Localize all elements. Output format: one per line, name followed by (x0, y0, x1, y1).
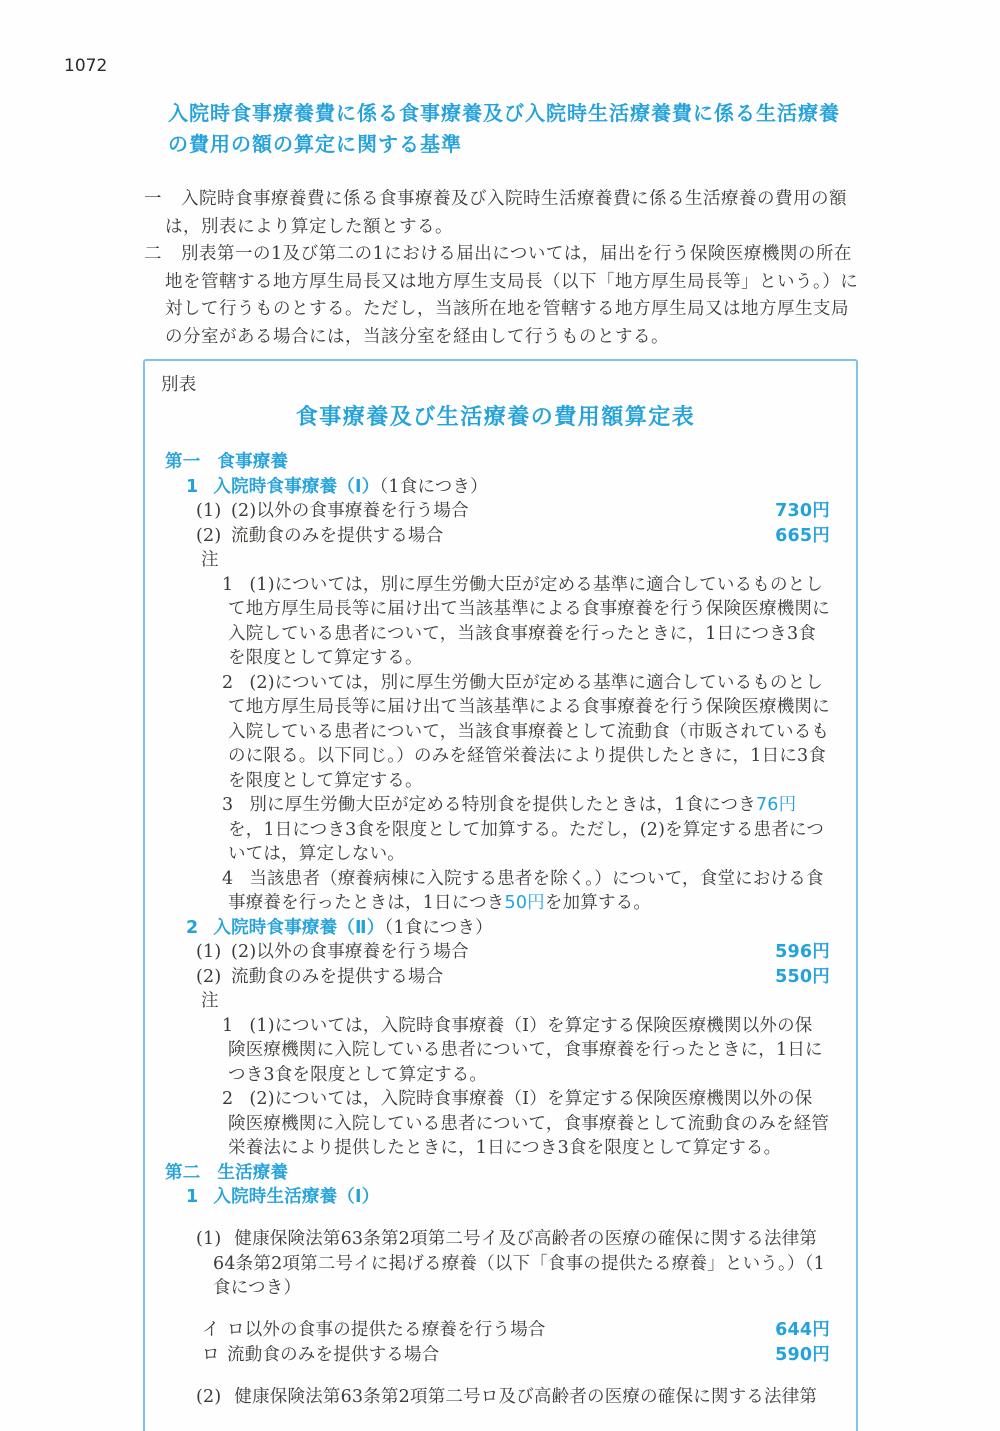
intro-paragraph-1 (144, 186, 860, 241)
fee-amount: 644円 (775, 1320, 830, 1340)
notes-list (222, 1014, 830, 1161)
note-item (222, 867, 830, 916)
fee-row (196, 940, 830, 965)
row-label: 流動食のみを提供する場合 (231, 525, 444, 546)
item2-heading (186, 916, 830, 941)
item-suffix: （1食につき） (384, 917, 493, 938)
notes-label: 注 (201, 991, 219, 1011)
paragraph-text: 入院時食事療養費に係る食事療養及び入院時生活療養費に係る生活療養の費用の額は，別表により算定した額とする。 (165, 189, 847, 237)
fee-amount: 590円 (775, 1344, 830, 1365)
fee-row (196, 965, 830, 990)
item1-heading (186, 475, 830, 500)
row-label: ロ以外の食事の提供たる療養を行う場合 (227, 1320, 546, 1340)
note-text: (2)については，入院時食事療養（Ⅰ）を算定する保険医療機関以外の保険医療機関に入院している患者について，食事療養として流動食のみを経管栄養法により提供したときに，1日につき3食を限度として算定する。 (228, 1089, 830, 1158)
note-item (222, 793, 830, 867)
note-item (222, 573, 830, 671)
fee-amount: 550円 (775, 966, 830, 987)
paragraph-text: 別表第一の1及び第二の1における届出については，届出を行う保険医療機関の所在地を管轄する地方厚生局長又は地方厚生支局長（以下「地方厚生局長等」という。）に対して行うものとする。ただし，当該所在地を管轄する地方厚生局又は地方厚生支局の分室がある場合には，当該分室を経由して行うものとする。 (165, 244, 859, 347)
row-marker: (1) (196, 501, 222, 521)
row-label: (2)以外の食事療養を行う場合 (231, 501, 469, 521)
item-number: 2 (186, 917, 199, 938)
fee-amount: 665円 (775, 525, 830, 546)
list-marker: 二 (144, 244, 162, 264)
item-suffix: （1食につき） (379, 476, 488, 497)
note-text: 別に厚生労働大臣が定める特別食を提供したときは，1食につき (249, 795, 756, 815)
row-marker: (2) (196, 966, 222, 987)
section1-heading (165, 450, 830, 475)
item-number: 1 (186, 1187, 199, 1207)
table-title: 食事療養及び生活療養の費用額算定表 (295, 404, 696, 430)
clause-text: 健康保険法第63条第2項第二号ロ及び高齢者の医療の確保に関する法律第 (234, 1386, 818, 1407)
fee-row (202, 1318, 830, 1343)
note-item (222, 1014, 830, 1088)
appendix-box (143, 359, 858, 1431)
document-title: 入院時食事療養費に係る食事療養及び入院時生活療養費に係る生活療養の費用の額の算定に関する基準 (168, 101, 840, 156)
row-marker: (2) (196, 525, 222, 546)
clause-marker: (1) (196, 1229, 222, 1249)
section-title: 食事療養 (217, 452, 289, 472)
row-marker: ロ (202, 1344, 220, 1365)
section2-heading (165, 1161, 830, 1186)
row-marker: (1) (196, 942, 222, 962)
section2-item1-heading (186, 1185, 830, 1210)
clause-marker: (2) (196, 1386, 222, 1407)
section-title: 生活療養 (217, 1162, 289, 1183)
clause-text: 健康保険法第63条第2項第二号イ及び高齢者の医療の確保に関する法律第64条第2項第二号イに掲げる療養（以下「食事の提供たる療養」という。）（1食につき） (213, 1229, 825, 1298)
note-number: 1 (222, 574, 234, 595)
fee-amount: 730円 (775, 501, 830, 521)
note-text: (1)については，入院時食事療養（Ⅰ）を算定する保険医療機関以外の保険医療機関に入院している患者について，食事療養を行ったときに，1日につき3食を限度として算定する。 (228, 1015, 823, 1085)
note-item (222, 671, 830, 794)
fee-row (196, 524, 830, 549)
notes-label: 注 (201, 550, 219, 570)
list-marker: 一 (144, 189, 162, 209)
note-number: 4 (222, 868, 234, 889)
item-title: 入院時食事療養（Ⅰ） (213, 476, 380, 497)
fee-amount: 596円 (775, 942, 830, 962)
clause-paragraph (196, 1227, 825, 1301)
note-text: を加算する。 (544, 893, 652, 913)
note-number: 1 (222, 1015, 234, 1036)
appendix-label: 別表 (161, 375, 197, 395)
note-number: 2 (222, 1089, 234, 1109)
highlighted-amount: 50円 (504, 893, 545, 913)
note-item (222, 1087, 830, 1161)
note-text: 当該患者（療養病棟に入院する患者を除く。）について，食堂における食事療養を行ったときは，1日につき (228, 868, 824, 913)
item-title: 入院時生活療養（Ⅰ） (213, 1187, 380, 1207)
highlighted-amount: 76円 (755, 795, 797, 815)
section-marker: 第一 (165, 452, 201, 472)
item-title: 入院時食事療養（Ⅱ） (213, 917, 385, 938)
row-label: (2)以外の食事療養を行う場合 (231, 942, 469, 962)
notes-list (222, 573, 830, 916)
fee-row (202, 1343, 830, 1368)
note-number: 2 (222, 672, 234, 693)
clause-paragraph (196, 1385, 825, 1410)
note-text: (1)については，別に厚生労働大臣が定める基準に適合しているものとして地方厚生局長等に届け出て当該基準による食事療養を行う保険医療機関に入院している患者について，当該食事療養を行ったときに，1日につき3食を限度として算定する。 (228, 574, 830, 668)
fee-row (196, 499, 830, 524)
row-label: 流動食のみを提供する場合 (227, 1344, 440, 1365)
row-label: 流動食のみを提供する場合 (231, 966, 444, 987)
note-number: 3 (222, 795, 234, 815)
note-text: を，1日につき3食を限度として加算する。ただし，(2)を算定する患者については，算定しない。 (228, 819, 825, 864)
item-number: 1 (186, 476, 199, 497)
note-text: (2)については，別に厚生労働大臣が定める基準に適合しているものとして地方厚生局長等に届け出て当該基準による食事療養を行う保険医療機関に入院している患者について，当該食事療養として流動食（市販されているものに限る。以下同じ。）のみを経管栄養法により提供したときに，1日に3食を限度として算定する。 (228, 672, 830, 791)
intro-paragraph-2 (144, 241, 860, 351)
row-marker: イ (202, 1320, 220, 1340)
section-marker: 第二 (165, 1162, 201, 1183)
page-number: 1072 (64, 56, 108, 76)
intro-paragraphs (144, 186, 860, 351)
